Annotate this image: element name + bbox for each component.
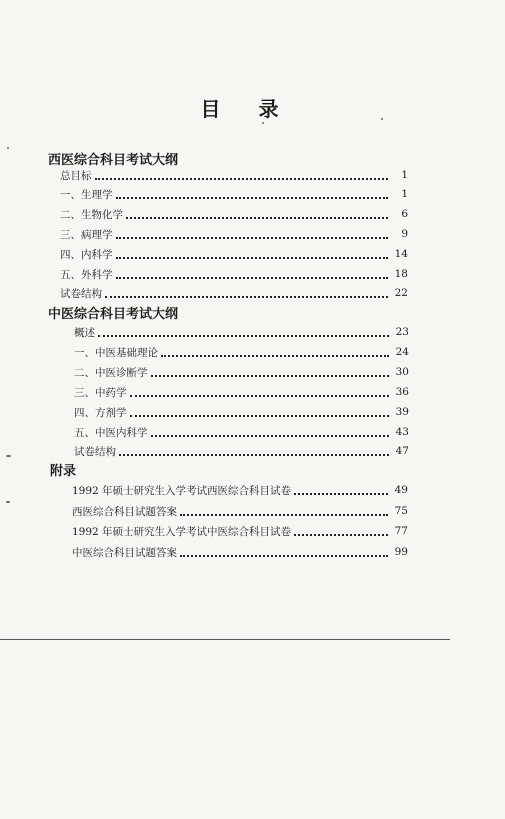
toc-entry-page: 99 <box>394 546 408 558</box>
toc-entry[interactable] <box>72 481 408 499</box>
leader-dots <box>180 513 388 516</box>
toc-entry[interactable] <box>74 423 409 441</box>
leader-dots <box>130 414 390 417</box>
leader-dots <box>116 236 389 239</box>
toc-entry[interactable] <box>60 265 408 283</box>
toc-entry[interactable] <box>60 166 408 184</box>
leader-dots <box>161 354 389 357</box>
section-heading-chinese-medicine: 中医综合科目考试大纲 <box>48 307 179 322</box>
scan-speck <box>7 147 9 149</box>
toc-entry[interactable] <box>60 225 408 243</box>
toc-entry-label: 1992 年硕士研究生入学考试西医综合科目试卷 <box>72 484 292 497</box>
toc-entry-label: 中医综合科目试题答案 <box>72 546 177 559</box>
leader-dots <box>151 374 390 377</box>
toc-entry-label: 四、内科学 <box>60 248 113 261</box>
scan-speck <box>6 455 11 457</box>
leader-dots <box>116 196 389 199</box>
toc-entry-page: 77 <box>394 525 408 537</box>
leader-dots <box>116 256 389 259</box>
toc-entry-label: 1992 年硕士研究生入学考试中医综合科目试卷 <box>72 525 292 538</box>
leader-dots <box>294 492 388 495</box>
title-char-2: 录 <box>258 97 305 121</box>
title-char-1: 目 <box>200 97 247 121</box>
toc-entry[interactable] <box>72 543 408 561</box>
toc-entry[interactable] <box>60 245 408 263</box>
section-heading-appendix: 附录 <box>50 464 77 479</box>
toc-entry-label: 一、中医基础理论 <box>74 346 158 359</box>
toc-entry[interactable] <box>72 522 408 540</box>
toc-entry-page: 14 <box>394 248 408 260</box>
leader-dots <box>126 216 388 219</box>
toc-entry-page: 47 <box>395 445 409 457</box>
toc-entry-page: 22 <box>394 287 408 299</box>
leader-dots <box>151 434 390 437</box>
toc-entry-page: 30 <box>395 366 409 378</box>
toc-entry-page: 24 <box>395 346 409 358</box>
toc-entry-page: 75 <box>394 505 408 517</box>
toc-entry-page: 49 <box>394 484 408 496</box>
section-heading-western-medicine: 西医综合科目考试大纲 <box>48 153 179 168</box>
leader-dots <box>98 334 389 337</box>
scan-speck <box>262 122 264 124</box>
scan-speck <box>381 118 383 120</box>
leader-dots <box>130 394 390 397</box>
toc-entry-label: 三、中药学 <box>74 386 127 399</box>
toc-entry-page: 39 <box>395 406 409 418</box>
page-bottom-rule <box>0 639 450 640</box>
toc-entry-page: 9 <box>401 228 408 240</box>
toc-entry-page: 43 <box>395 426 409 438</box>
toc-entry[interactable] <box>74 343 409 361</box>
toc-entry-page: 1 <box>401 188 408 200</box>
toc-entry-label: 西医综合科目试题答案 <box>72 505 177 518</box>
toc-entry[interactable] <box>74 383 409 401</box>
toc-entry-label: 二、中医诊断学 <box>74 366 148 379</box>
toc-entry[interactable] <box>60 205 408 223</box>
toc-entry[interactable] <box>60 284 408 302</box>
toc-entry[interactable] <box>74 403 409 421</box>
toc-entry[interactable] <box>74 363 409 381</box>
leader-dots <box>180 554 388 557</box>
toc-entry-label: 一、生理学 <box>60 188 113 201</box>
page-title <box>0 93 505 122</box>
toc-entry-label: 三、病理学 <box>60 228 113 241</box>
leader-dots <box>95 177 389 180</box>
toc-entry[interactable] <box>74 442 409 460</box>
leader-dots <box>119 453 389 456</box>
toc-entry-label: 四、方剂学 <box>74 406 127 419</box>
leader-dots <box>294 533 388 536</box>
leader-dots <box>116 276 389 279</box>
toc-entry-label: 试卷结构 <box>60 287 102 300</box>
toc-entry-label: 概述 <box>74 326 95 339</box>
toc-entry-label: 五、外科学 <box>60 268 113 281</box>
toc-entry-page: 23 <box>395 326 409 338</box>
toc-entry-page: 36 <box>395 386 409 398</box>
toc-entry-label: 总目标 <box>60 169 92 182</box>
toc-entry-page: 18 <box>394 268 408 280</box>
toc-entry-label: 二、生物化学 <box>60 208 123 221</box>
toc-entry-page: 1 <box>401 169 408 181</box>
toc-entry[interactable] <box>60 185 408 203</box>
leader-dots <box>105 295 388 298</box>
toc-entry[interactable] <box>74 323 409 341</box>
scan-speck <box>6 501 10 503</box>
toc-entry-label: 试卷结构 <box>74 445 116 458</box>
toc-entry-page: 6 <box>401 208 408 220</box>
toc-entry[interactable] <box>72 502 408 520</box>
toc-entry-label: 五、中医内科学 <box>74 426 148 439</box>
